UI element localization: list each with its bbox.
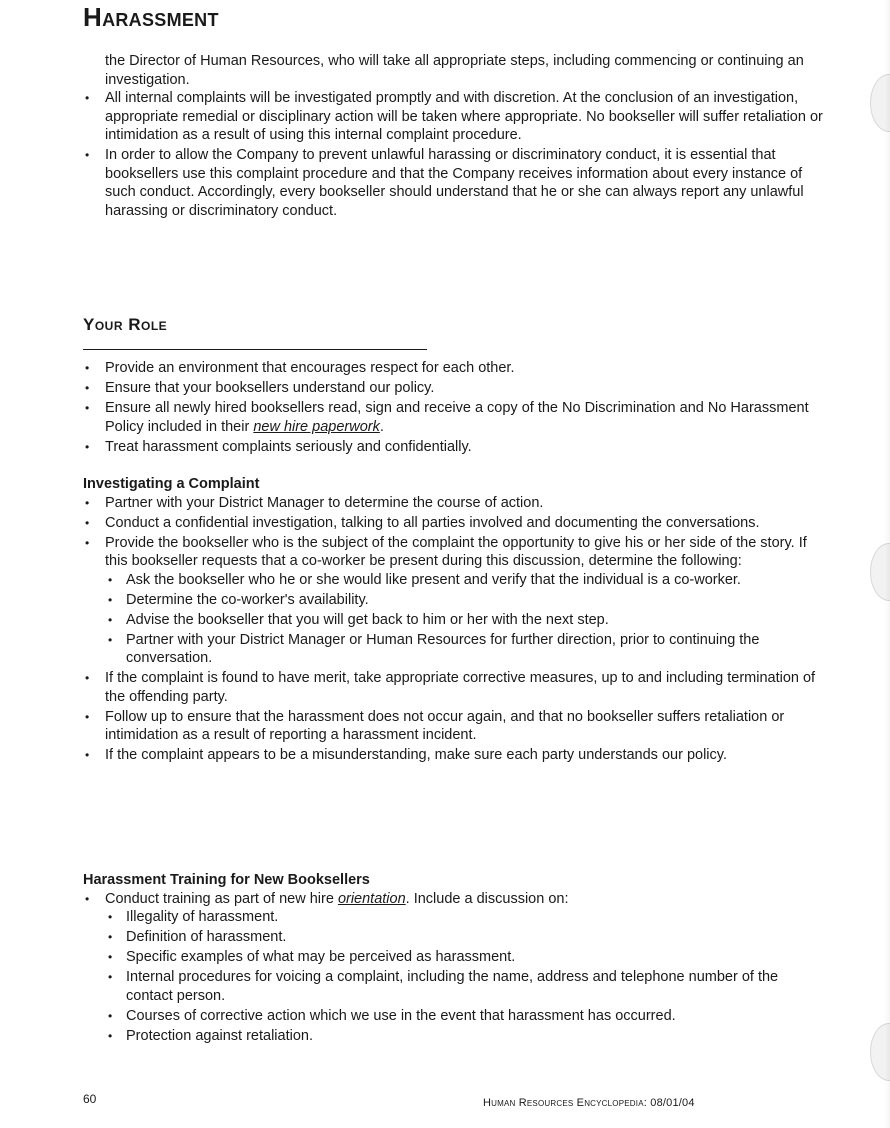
list-item: • Treat harassment complaints seriously and confidentially. — [83, 438, 823, 457]
list-item-text: Conduct training as part of new hire — [105, 890, 338, 907]
list-item: • Ensure that your booksellers understand our policy. — [83, 379, 823, 398]
list-item: • Provide an environment that encourages respect for each other. — [83, 359, 823, 378]
sub-list-item: • Determine the co-worker's availability. — [105, 591, 823, 610]
list-item — [83, 890, 823, 1046]
sub-list-item: • Ask the bookseller who he or she would like present and verify that the individual is a co-worker. — [105, 571, 823, 590]
your-role-list — [83, 359, 823, 456]
training-list — [83, 890, 823, 1046]
your-role-section — [83, 315, 823, 458]
sub-list-item: • Courses of corrective action which we use in the event that harassment has occurred. — [105, 1007, 823, 1026]
section-heading-investigating: Investigating a Complaint — [83, 476, 260, 492]
sub-list-item: • Specific examples of what may be perceived as harassment. — [105, 948, 823, 967]
sub-list-item: • Illegality of harassment. — [105, 908, 823, 927]
page-number: 60 — [83, 1092, 97, 1106]
list-item-text: . Include a discussion on: — [405, 890, 569, 907]
sub-list-item: • Internal procedures for voicing a complaint, including the name, address and telephone number of the contact person. — [105, 968, 823, 1005]
list-item-text: Provide the bookseller who is the subject of the complaint the opportunity to give his or her side of the story. If this bookseller requests that a co-worker be present during this discussion, determine the following: — [105, 534, 807, 569]
intro-continuation: the Director of Human Resources, who will take all appropriate steps, including commencing or continuing an investigation. — [105, 53, 804, 88]
sub-list-item: • Definition of harassment. — [105, 928, 823, 947]
investigating-list — [83, 494, 823, 765]
sub-list-item: • Partner with your District Manager or Human Resources for further direction, prior to continuing the conversation. — [105, 631, 823, 668]
list-item-text: Ensure all newly hired booksellers read, sign and receive a copy of the No Discrimination and No Harassment Policy included in their — [105, 400, 809, 435]
sub-list — [105, 908, 823, 1045]
orientation-link[interactable]: orientation — [337, 890, 406, 907]
investigating-section — [83, 475, 823, 766]
sub-list-item: • Protection against retaliation. — [105, 1027, 823, 1046]
list-item — [83, 534, 823, 668]
training-section — [83, 871, 823, 1047]
intro-list — [83, 89, 823, 220]
list-item-text: . — [379, 418, 384, 435]
list-item: • All internal complaints will be investigated promptly and with discretion. At the conclusion of an investigation, appropriate remedial or disciplinary action will be taken where appropriate. No bookseller will suffer retaliation or intimidation as a result of using this internal complaint procedure. — [83, 89, 823, 145]
intro-section — [83, 52, 823, 222]
list-item: • Follow up to ensure that the harassment does not occur again, and that no bookseller suffers retaliation or intimidation as a result of reporting a harassment incident. — [83, 708, 823, 745]
sub-list — [105, 571, 823, 668]
page-edge-shadow — [884, 0, 890, 1128]
section-heading-your-role: Your Role — [83, 315, 168, 334]
section-heading-training: Harassment Training for New Booksellers — [83, 872, 370, 888]
sub-list-item: • Advise the bookseller that you will get back to him or her with the next step. — [105, 611, 823, 630]
list-item — [83, 399, 823, 436]
footer-publication: Human Resources Encyclopedia: 08/01/04 — [483, 1097, 695, 1109]
list-item: • In order to allow the Company to prevent unlawful harassing or discriminatory conduct, it is essential that booksellers use this complaint procedure and that the Company receives information about every instance of such conduct. Accordingly, every bookseller should understand that he or she can always report any unlawful harassing or discriminatory conduct. — [83, 146, 823, 220]
section-divider — [83, 349, 427, 350]
page-title: Harassment — [83, 2, 219, 32]
list-item: • Conduct a confidential investigation, talking to all parties involved and documenting the conversations. — [83, 514, 823, 533]
new-hire-paperwork-link[interactable]: new hire paperwork — [253, 418, 380, 435]
list-item: • Partner with your District Manager to determine the course of action. — [83, 494, 823, 513]
list-item: • If the complaint is found to have merit, take appropriate corrective measures, up to and including termination of the offending party. — [83, 669, 823, 706]
list-item: • If the complaint appears to be a misunderstanding, make sure each party understands our policy. — [83, 746, 823, 765]
